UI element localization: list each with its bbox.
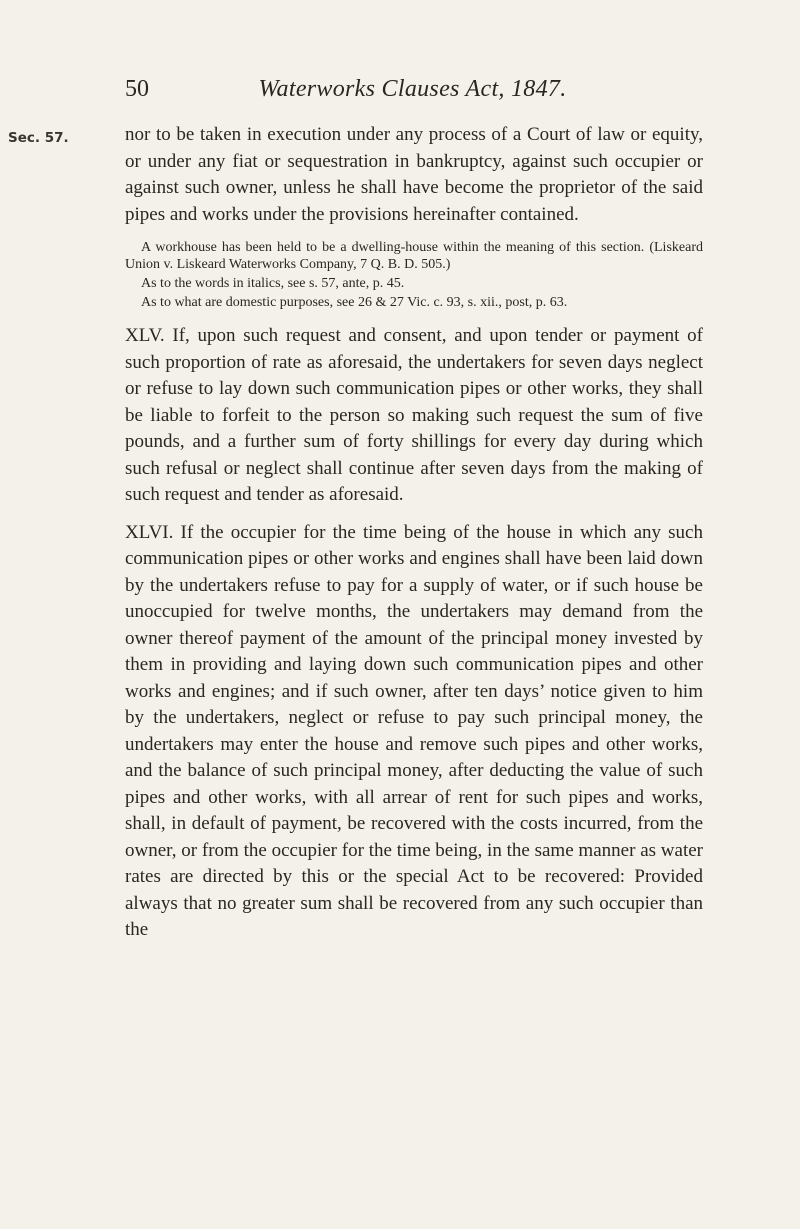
page-number: 50 — [125, 76, 149, 102]
page-header — [125, 76, 700, 110]
note-domestic-purposes: As to what are domestic purposes, see 26 & 27 Vic. c. 93, s. xii., post, p. 63. — [141, 295, 568, 310]
note-workhouse: A workhouse has been held to be a dwelling-house within the meaning of this section. (Liskeard Union v. Liskeard Waterworks Company, 7 Q. B. D. 505.) — [125, 240, 703, 272]
section-xlv: XLV. If, upon such request and consent, and upon tender or payment of such proportion of rate as aforesaid, the undertakers for seven days neglect or refuse to lay down such communication pipes or other works, they shall be liable to forfeit to the person so making such request the sum of five pounds, and a further sum of forty shillings for every day during which such refusal or neglect shall continue after seven days from the making of such request and tender as aforesaid. — [125, 325, 703, 505]
annotation-notes — [125, 239, 703, 311]
note-italics: As to the words in italics, see s. 57, ante, p. 45. — [141, 276, 405, 291]
section-xlvi: XLVI. If the occupier for the time being of the house in which any such communication pipes or other works and engines shall have been laid down by the undertakers refuse to pay for a supply of water, or if such house be unoccupied for twelve months, the undertakers may demand from the owner thereof payment of the amount of the principal money invested by them in providing and laying down such communication pipes and other works and engines; and if such owner, after ten days’ notice given to him by the undertakers, neglect or refuse to pay such principal money, the undertakers may enter the house and remove such pipes and other works, and the balance of such principal money, after deducting the value of such pipes and other works, with all arrear of rent for such pipes and works, shall, in default of payment, be recovered with the costs incurred, from the owner, or from the occupier for the time being, in the same manner as water rates are directed by this or the special Act to be recovered: Provided always that no greater sum shall be recovered from any such occupier than the — [125, 521, 703, 940]
section-margin-note: Sec. 57. — [8, 130, 69, 146]
running-title: Waterworks Clauses Act, 1847. — [258, 76, 567, 102]
page-body — [125, 122, 703, 955]
paragraph-continuation: nor to be taken in execution under any process of a Court of law or equity, or under any fiat or sequestration in bankruptcy, against such occupier or against such owner, unless he shall have become the proprietor of the said pipes and works under the provisions hereinafter contained. — [125, 124, 703, 225]
